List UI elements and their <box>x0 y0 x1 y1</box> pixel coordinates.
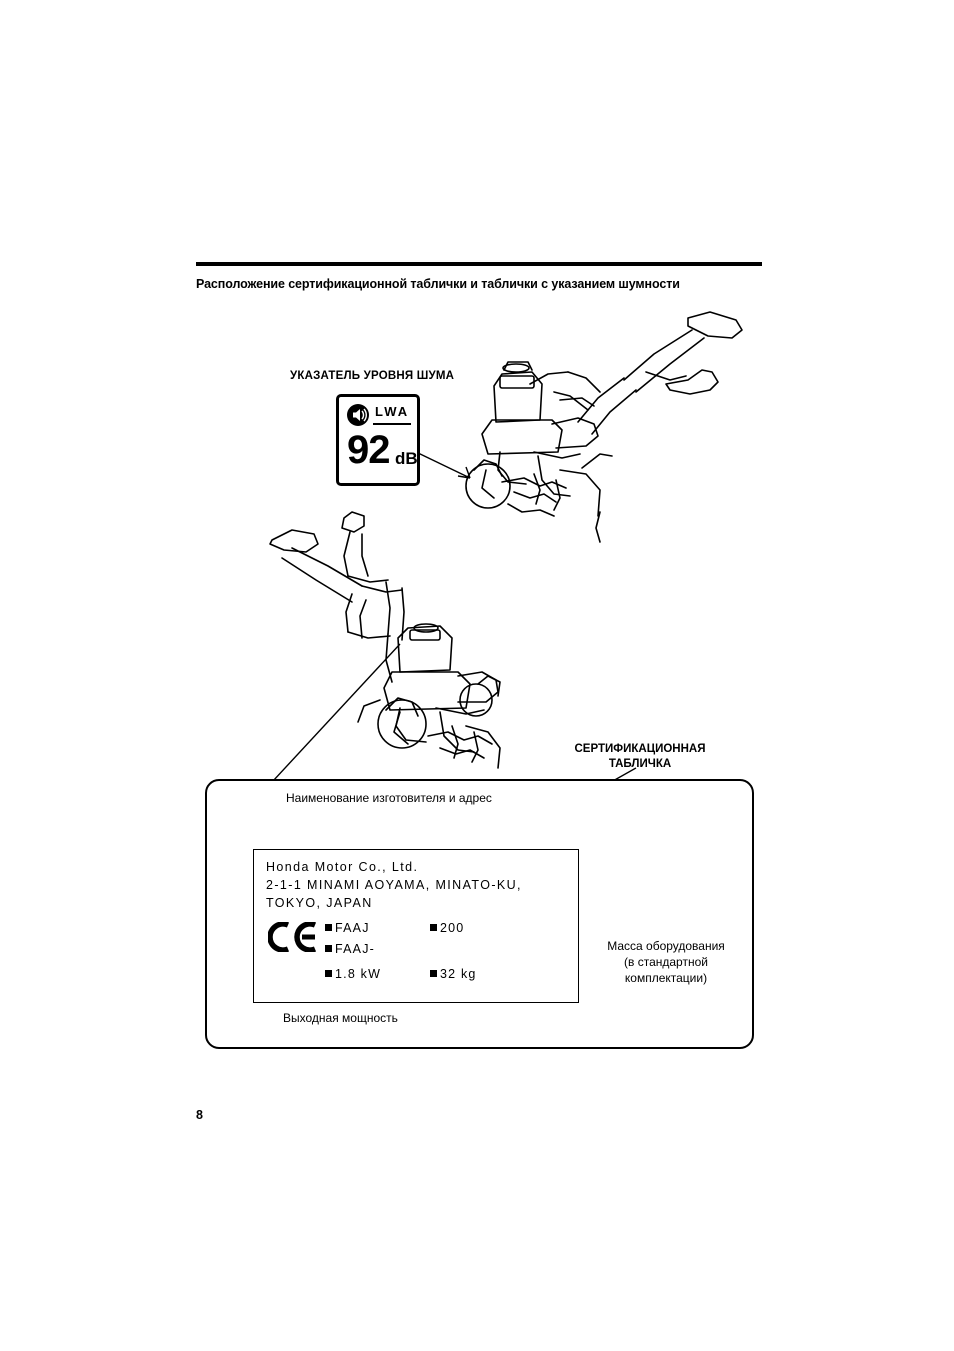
power-value: 1.8 kW <box>325 967 381 981</box>
manufacturer-line-2: 2-1-1 MINAMI AOYAMA, MINATO-KU, <box>266 878 522 892</box>
serial-code-column <box>430 918 464 939</box>
bullet-square-icon <box>325 945 332 952</box>
bullet-square-icon <box>325 970 332 977</box>
annotation-mass-line2: (в стандартной <box>624 955 708 969</box>
model-code-1: FAAJ <box>325 918 375 939</box>
bullet-square-icon <box>430 970 437 977</box>
page-title: Расположение сертификационной таблички и таблички с указанием шумности <box>196 277 680 291</box>
noise-label-caption: УКАЗАТЕЛЬ УРОВНЯ ШУМА <box>290 370 455 382</box>
bullet-square-icon <box>430 924 437 931</box>
model-code-column <box>325 918 375 960</box>
annotation-mass <box>596 938 736 986</box>
noise-level-plate <box>336 394 420 486</box>
noise-unit: dB <box>395 449 418 468</box>
mass-value: 32 kg <box>430 967 477 981</box>
manufacturer-address <box>266 858 576 912</box>
speaker-icon <box>346 403 370 427</box>
annotation-mass-line3: комплектации) <box>624 971 708 985</box>
header-rule <box>196 262 762 266</box>
annotation-manufacturer: Наименование изготовителя и адрес <box>286 791 492 805</box>
ce-mark-icon <box>268 922 322 952</box>
annotation-mass-line1: Масса оборудования <box>607 939 725 953</box>
lwa-text: LWA <box>375 404 410 419</box>
cert-label-caption-line1: СЕРТИФИКАЦИОННАЯ <box>574 743 706 755</box>
manufacturer-line-3: TOKYO, JAPAN <box>266 896 373 910</box>
serial-code: 200 <box>430 918 464 939</box>
annotation-power: Выходная мощность <box>283 1011 398 1025</box>
manufacturer-line-1: Honda Motor Co., Ltd. <box>266 860 419 874</box>
model-code-2: FAAJ- <box>325 939 375 960</box>
cert-label-caption <box>540 742 740 772</box>
lwa-underline <box>373 423 411 425</box>
page-number: 8 <box>196 1108 203 1122</box>
bullet-square-icon <box>325 924 332 931</box>
cert-label-caption-line2: ТАБЛИЧКА <box>608 758 672 770</box>
noise-value: 92 <box>347 428 390 472</box>
